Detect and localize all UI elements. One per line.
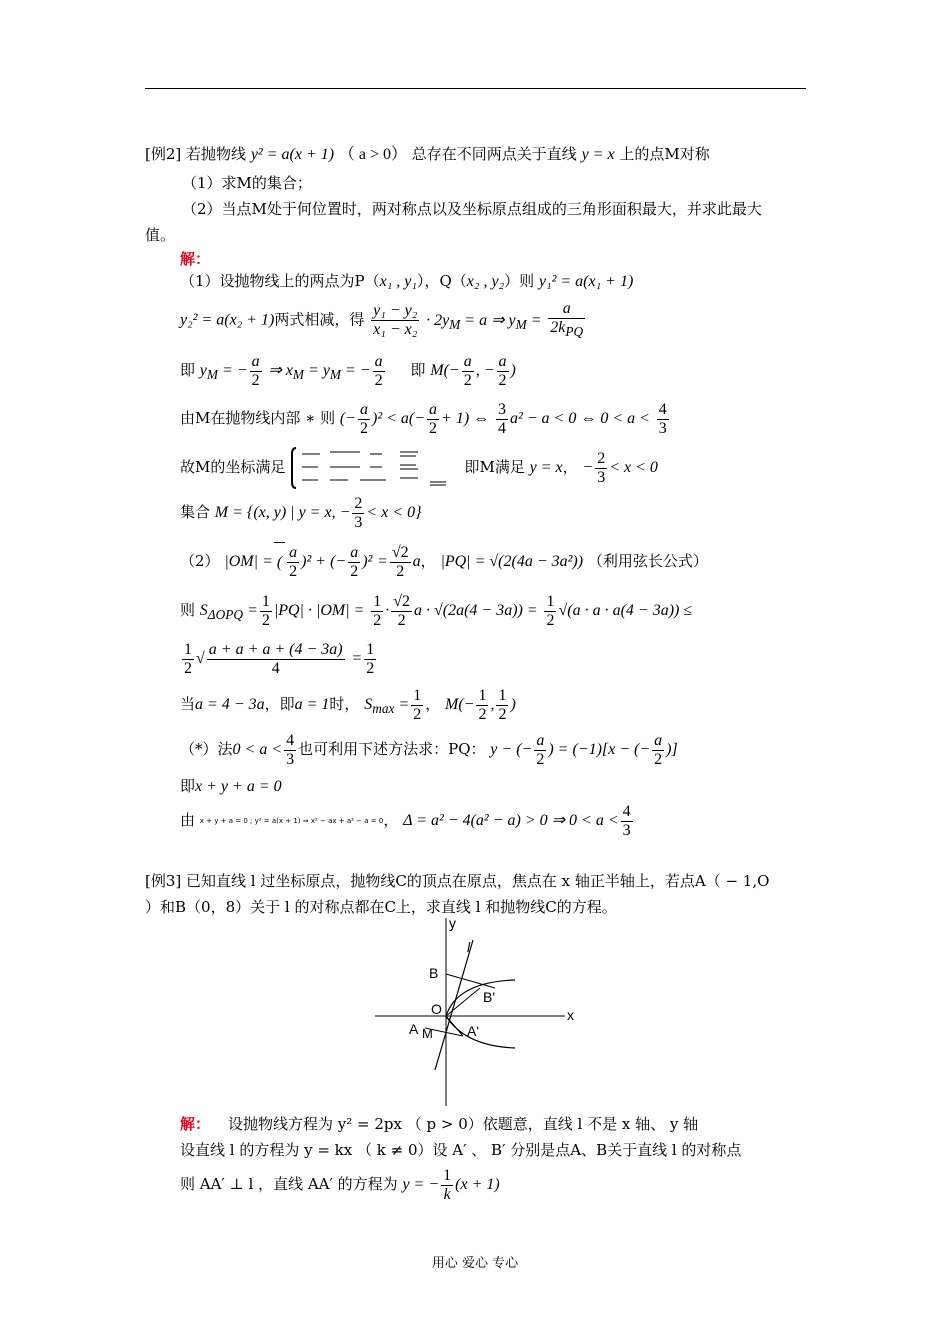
ex2-question-1: （1）求M的集合； <box>182 174 312 192</box>
ex2-step-6: 集合 M = {(x, y) | y = x, − $\frac{2}{3}$ < x < 0} <box>180 494 422 531</box>
parabola-lower <box>446 1016 515 1048</box>
page-footer: 用心 爱心 专心 <box>431 1256 519 1271</box>
y-axis-label: y <box>449 915 456 931</box>
equation-system-image <box>290 446 450 490</box>
x-axis-label: x <box>567 1007 574 1023</box>
ex3-step-3: 则 AA′ ⊥ l ，直线 AA′ 的方程为 y = − $\frac{1}{k}$ (x + 1) <box>180 1166 500 1203</box>
ex3-step-2: 设直线 l 的方程为 y = kx （ k ≠ 0）设 A′ 、 B′ 分别是点A、B关于直线 l 的对称点 <box>180 1141 742 1159</box>
header-rule <box>145 88 806 89</box>
point-A-label: A <box>409 1021 419 1037</box>
point-Ap-label: A' <box>467 1023 480 1039</box>
ex3-problem-line-2: ）和B（0，8）关于 l 的对称点都在C上，求直线 l 和抛物线C的方程。 <box>145 898 617 916</box>
ex3-solution-label: 解： <box>180 1115 211 1133</box>
ex2-step-12: 即x + y + a = 0 <box>180 777 282 795</box>
ex2-step-7: （2） |OM| = ( $\frac{a}{2}$ )² + (− $\frac{a}{2}$ )² = $\frac{√2}{2}$ a， |PQ| = √(2(4a − 3a²)) （利用弦长公式） <box>180 541 708 583</box>
segment-OBp <box>446 988 480 1016</box>
ex2-step-13: 由 x + y + a = 0 ; y² = a(x + 1) ⇒ x² − ax + a² − a = 0， Δ = a² − 4(a² − a) > 0 ⇒ 0 < a < $\frac{4}{3}$ <box>180 802 631 839</box>
ex2-step-11: （*）法0 < a < $\frac{4}{3}$ 也可利用下述方法求：PQ： y − (− $\frac{a}{2}$ ) = (−1)[x − (− $\frac{a}{2}$ )] <box>180 731 678 768</box>
ex2-step-2: y₂² = a(x₂ + 1)两式相减，得 $\frac{\text{y₁ − y₂}}{\text{x₁ − x₂}}$ · $2y_M = a$ ⇒ $y_M$ = $\frac{a}{2k_{PQ}}$ <box>180 300 584 340</box>
point-Bp-label: B' <box>483 989 496 1005</box>
parabola-figure <box>365 910 595 1114</box>
ex2-step-4: 由M在抛物线内部 ∗ 则 (− $\frac{a}{2}$ )² < a(− $\frac{a}{2}$ + 1) ⇔ $\frac{3}{4}$ a² − a < 0 ⇔ 0 < a < $\frac{4}{3}$ <box>180 400 667 437</box>
ex2-problem-line: [例2] 若抛物线 y² = a(x + 1) （ a > 0） 总存在不同两点关于直线 y = x 上的点M对称 <box>145 145 710 163</box>
ex3-problem-line-1: [例3] 已知直线 l 过坐标原点，抛物线C的顶点在原点，焦点在 x 轴正半轴上，若点A（ − 1,O <box>145 872 770 890</box>
ex2-question-2a: （2）当点M处于何位置时，两对称点以及坐标原点组成的三角形面积最大，并求此最大 <box>182 200 762 218</box>
ex2-solution-label: 解： <box>180 250 211 268</box>
origin-label: O <box>431 1001 442 1017</box>
point-M-label: M <box>422 1026 433 1041</box>
ex2-step-1: （1）设抛物线上的两点为P（x₁ , y₁），Q（x₂ , y₂）则 y₁² = a(x₁ + 1) <box>180 272 634 290</box>
ex2-step-8: 则 $S_{\Delta OPQ}$ = $\frac{1}{2}$ |PQ| · |OM| = $\frac{1}{2}$ · $\frac{√2}{2}$ a · √(2a(4 − 3a)) = $\frac{1}{2}$ √(a · a · a(4 − 3a)) ≤ <box>180 592 693 629</box>
line-l-label: l <box>467 939 471 955</box>
ex2-step-9: $\frac{1}{2}$ √ $\frac{a + a + a + (4 - 3a)}{4}$ = $\frac{1}{2}$ <box>184 640 375 677</box>
ex2-step-5: 故M的坐标满足 即M满足 y = x， − $\frac{2}{3}$ < x < 0 <box>180 445 658 490</box>
ex2-step-3: 即 $y_M$ = − $\frac{a}{2}$ ⇒ $x_M = y_M$ = − $\frac{a}{2}$ 即 M(− $\frac{a}{2}$ , − $\frac{a}{2}$ ) <box>180 352 516 389</box>
ex2-step-10: 当a = 4 − 3a，即a = 1时， $S_{max}$ = $\frac{1}{2}$ ， M(− $\frac{1}{2}$ , $\frac{1}{2}$ ) <box>180 686 516 723</box>
ex3-step-1: 设抛物线方程为 y² = 2px （ p > 0）依题意，直线 l 不是 x 轴、 y 轴 <box>228 1115 699 1133</box>
point-B-label: B <box>429 965 439 981</box>
ex2-question-2b: 值。 <box>145 226 176 244</box>
segment-BBp <box>446 974 495 988</box>
